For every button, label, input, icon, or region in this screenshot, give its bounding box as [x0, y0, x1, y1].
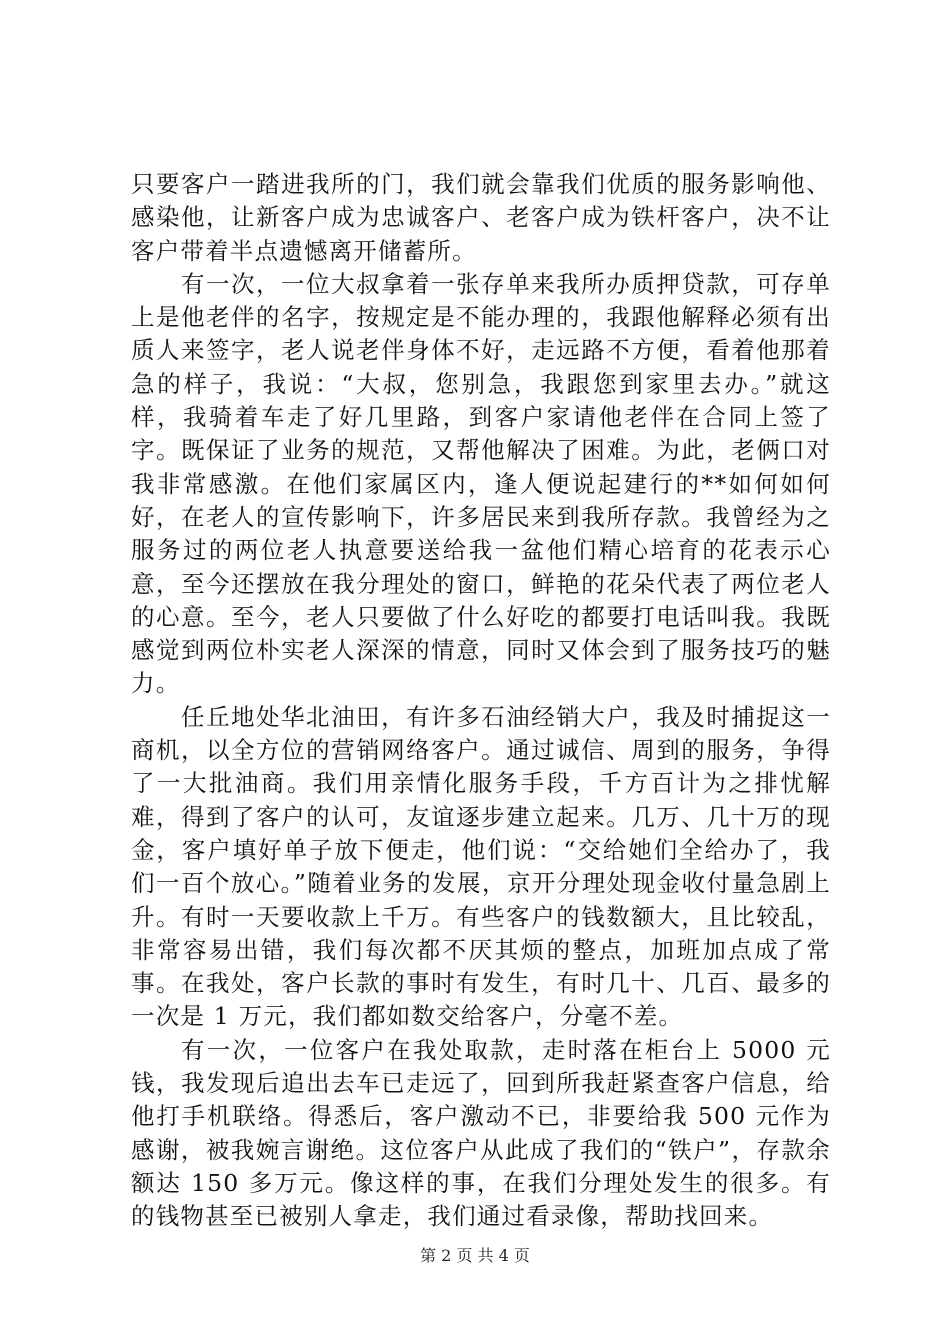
- paragraph-4: 有一次，一位客户在我处取款，走时落在柜台上 5000 元钱，我发现后追出去车已走远了，回到所我赶紧查客户信息，给他打手机联络。得悉后，客户激动不已，非要给我 500 元作为感谢，被我婉言谢绝。这位客户从此成了我们的“铁户”，存款余额达 150 多万元。像这样的事，在我们分理处发生的很多。有的钱物甚至已被别人拿走，我们通过看录像，帮助找回来。: [131, 1035, 831, 1231]
- paragraph-1: 只要客户一踏进我所的门，我们就会靠我们优质的服务影响他、感染他，让新客户成为忠诚客户、老客户成为铁杆客户，决不让客户带着半点遗憾离开储蓄所。: [131, 170, 831, 265]
- paragraph-2: 有一次，一位大叔拿着一张存单来我所办质押贷款，可存单上是他老伴的名字，按规定是不能办理的，我跟他解释必须有出质人来签字，老人说老伴身体不好，走远路不方便，看着他那着急的样子，我说：“大叔，您别急，我跟您到家里去办。”就这样，我骑着车走了好几里路，到客户家请他老伴在合同上签了字。既保证了业务的规范，又帮他解决了困难。为此，老俩口对我非常感激。在他们家属区内，逢人便说起建行的**如何如何好，在老人的宣传影响下，许多居民来到我所存款。我曾经为之服务过的两位老人执意要送给我一盆他们精心培育的花表示心意，至今还摆放在我分理处的窗口，鲜艳的花朵代表了两位老人的心意。至今，老人只要做了什么好吃的都要打电话叫我。我既感觉到两位朴实老人深深的情意，同时又体会到了服务技巧的魅力。: [131, 269, 831, 698]
- page-number-footer: 第 2 页 共 4 页: [420, 1246, 530, 1265]
- paragraph-3: 任丘地处华北油田，有许多石油经销大户，我及时捕捉这一商机，以全方位的营销网络客户。通过诚信、周到的服务，争得了一大批油商。我们用亲情化服务手段，千方百计为之排忧解难，得到了客户的认可，友谊逐步建立起来。几万、几十万的现金，客户填好单子放下便走，他们说：“交给她们全给办了，我们一百个放心。”随着业务的发展，京开分理处现金收付量急剧上升。有时一天要收款上千万。有些客户的钱数额大，且比较乱，非常容易出错，我们每次都不厌其烦的整点，加班加点成了常事。在我处，客户长款的事时有发生，有时几十、几百、最多的一次是 1 万元，我们都如数交给客户，分毫不差。: [131, 702, 831, 1031]
- document-body: [131, 168, 831, 1234]
